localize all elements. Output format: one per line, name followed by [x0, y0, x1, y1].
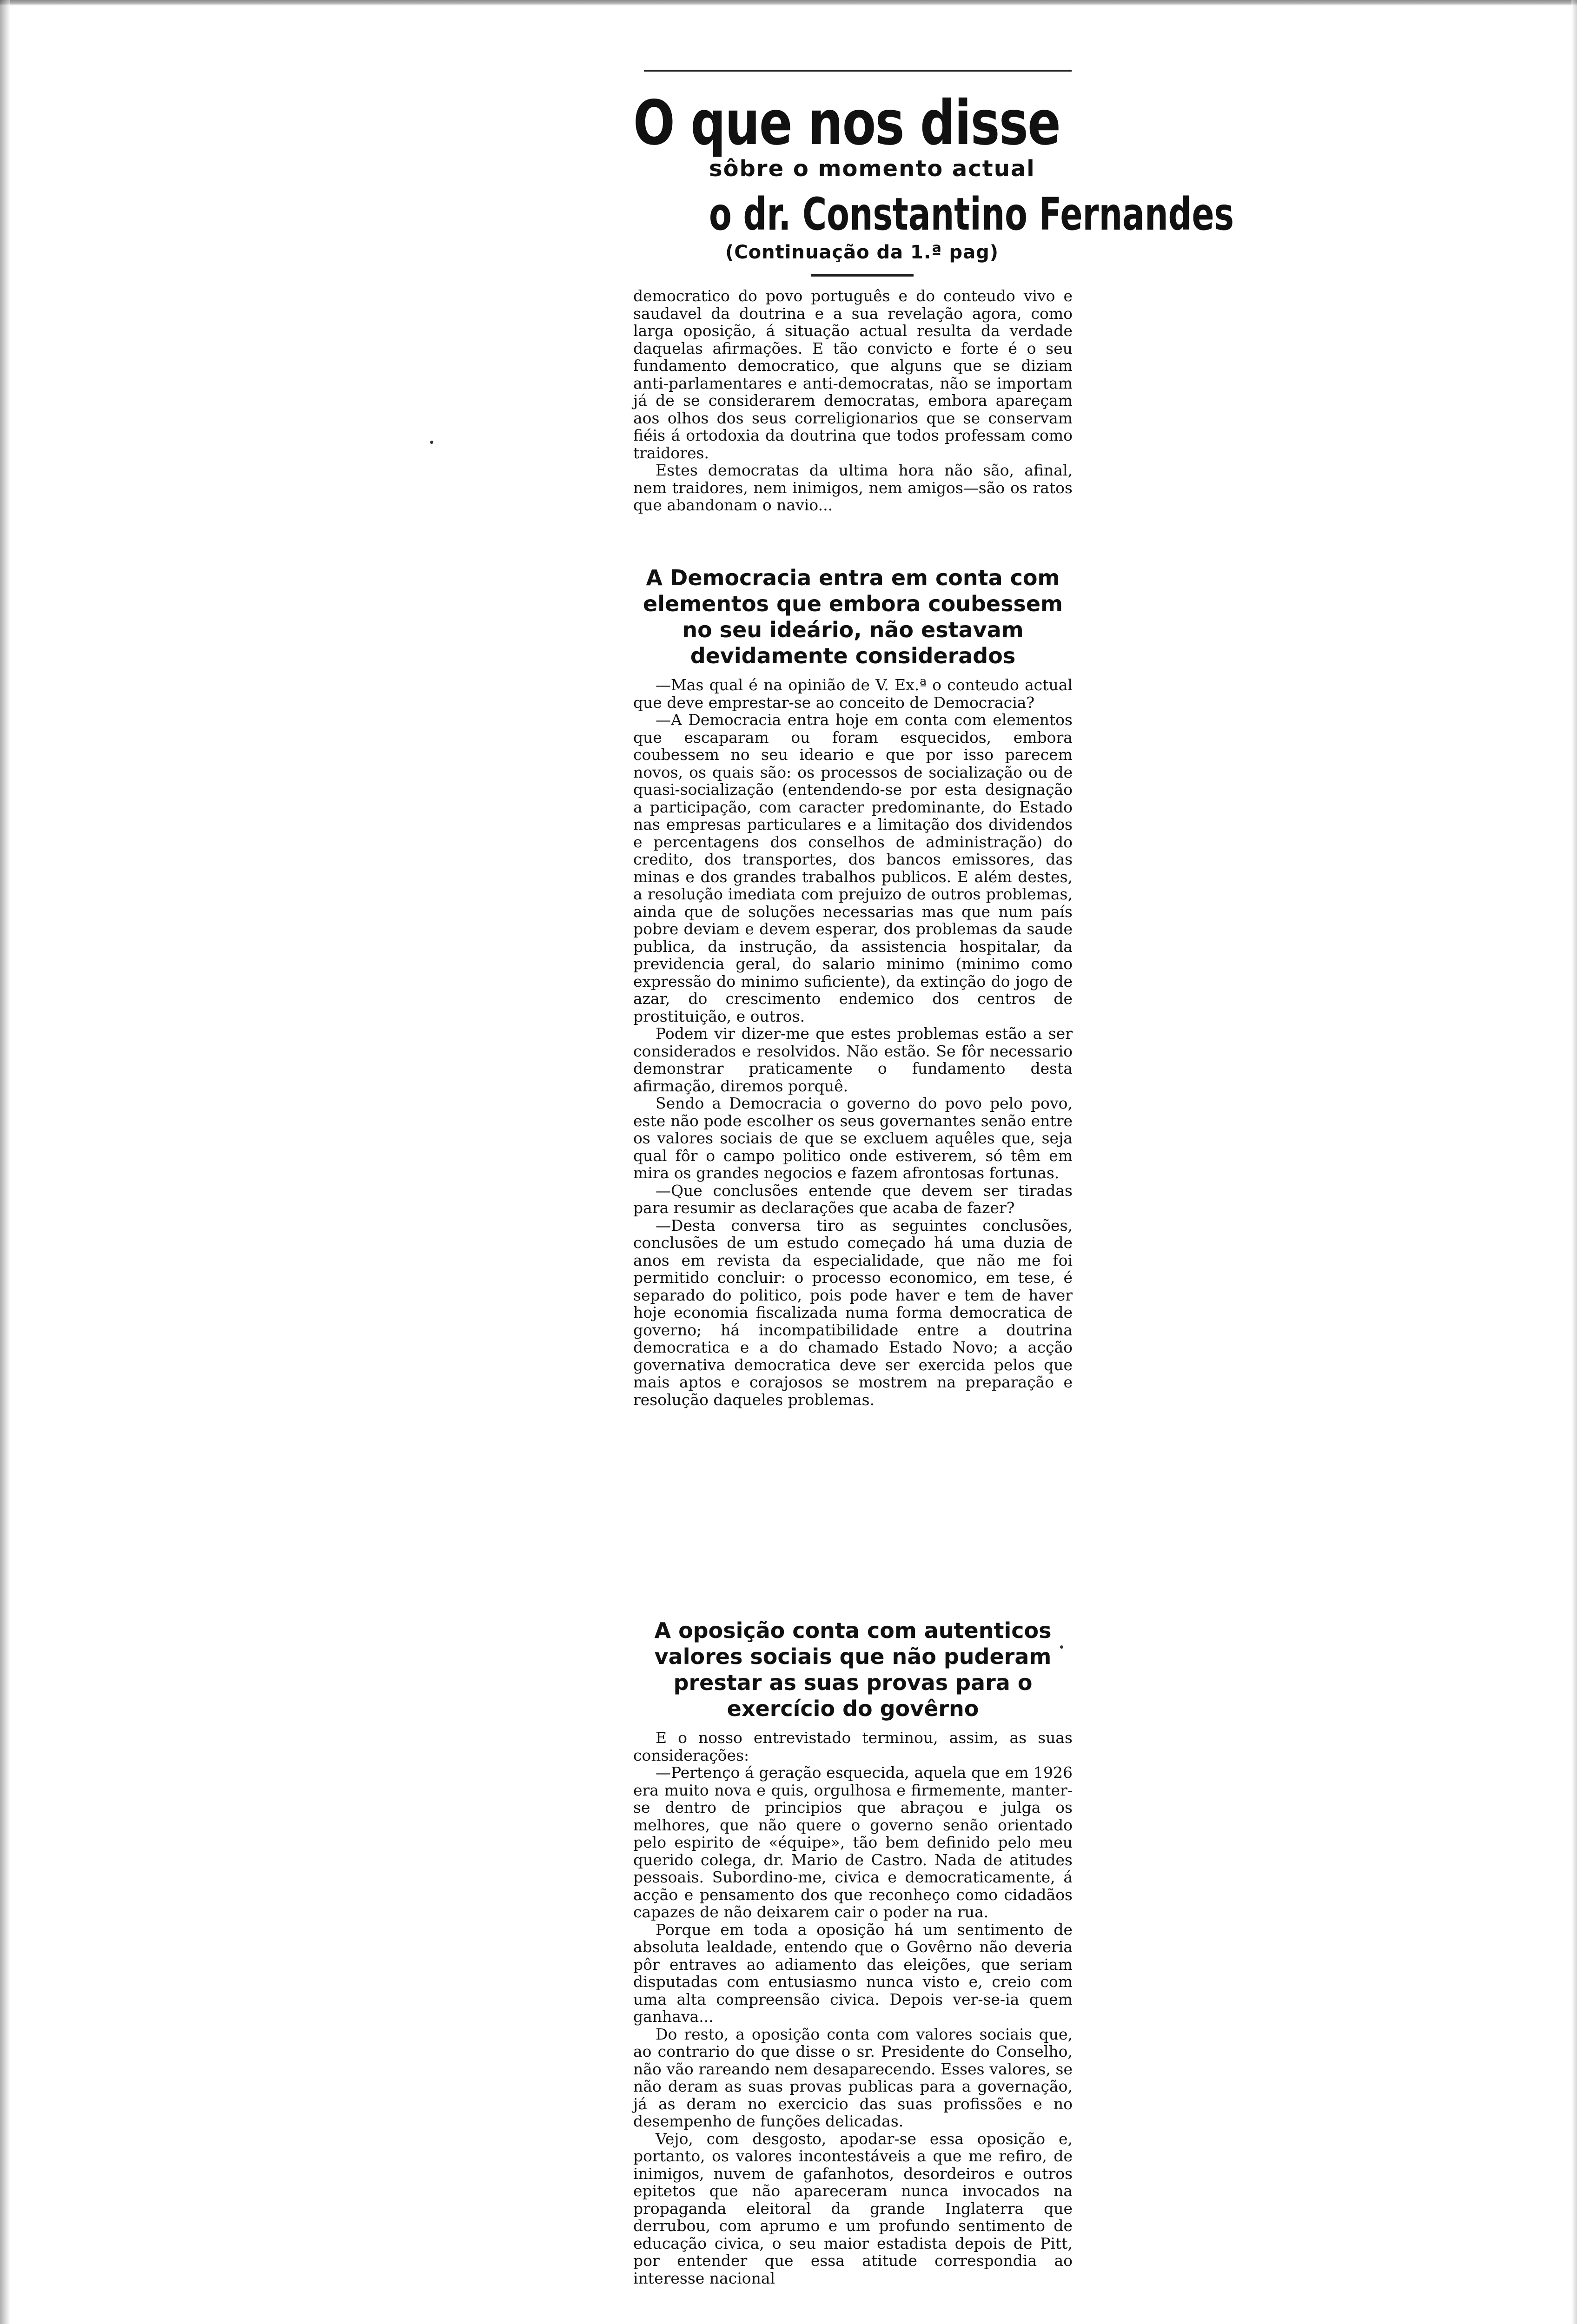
section-heading-democracia: A Democracia entra em conta com elementos que embora coubessem no seu ideário, não estavam devidamente considerados — [643, 565, 1063, 668]
paragraph: —A Democracia entra hoje em conta com elementos que escaparam ou foram esquecidos, embora coubessem no seu ideario e que por isso parecem novos, os quais são: os processos de socialização ou de quasi-socialização (entendendo-se por esta designação a participação, com caracter predominante, do Estado nas empresas particulares e a limitação dos dividendos e percentagens dos conselhos de administração) do credito, dos transportes, dos bancos emissores, das minas e dos grandes trabalhos publicos. E além destes, a resolução imediata com prejuizo de outros problemas, ainda que de soluções necessarias mas que num país pobre deviam e devem esperar, dos problemas da saude publica, da instrução, da assistencia hospitalar, da previdencia geral, do salario minimo (minimo como expressão do minimo suficiente), da extinção do jogo de azar, do crescimento endemico dos centros de prostituição, e outros. — [633, 711, 1073, 1025]
short-rule — [811, 274, 914, 277]
paragraph: Podem vir dizer-me que estes problemas estão a ser considerados e resolvidos. Não estão. Se fôr necessario demonstrar praticamente o fundamento desta afirmação, diremos porquê. — [633, 1024, 1073, 1095]
paragraph: —Que conclusões entende que devem ser tiradas para resumir as declarações que acaba de fazer? — [633, 1181, 1073, 1217]
print-speck — [430, 441, 433, 444]
paragraph: —Mas qual é na opinião de V. Ex.ª o conteudo actual que deve emprestar-se ao conceito de Democracia? — [633, 676, 1073, 712]
page-edge-top — [0, 0, 1577, 6]
paragraph: —Pertenço á geração esquecida, aquela que em 1926 era muito nova e quis, orgulhosa e firmemente, manter-se dentro de principios que abraçou e julga os melhores, que não quere o governo senão orientado pelo espirito de «équipe», tão bem definido pelo meu querido colega, dr. Mario de Castro. Nada de atitudes pessoais. Subordino-me, civica e democraticamente, á acção e pensamento dos que reconheço como cidadãos capazes de não deixarem cair o poder na rua. — [633, 1763, 1073, 1921]
page-edge-right — [1571, 0, 1577, 2324]
page-edge-left — [0, 0, 10, 2324]
top-rule — [644, 70, 1072, 72]
subheadline: sôbre o momento actual — [709, 156, 1035, 182]
section-1-text — [633, 676, 1073, 1408]
interviewee-name: o dr. Constantino Fernandes — [709, 188, 1234, 240]
paragraph: Porque em toda a oposição há um sentimento de absoluta lealdade, entendo que o Govêrno não deveria pôr entraves ao adiamento das eleições, que seriam disputadas com entusiasmo nunca visto e, creio com uma alta compreensão civica. Depois ver-se-ia quem ganhava... — [633, 1920, 1073, 2026]
section-2-text — [633, 1729, 1073, 2287]
paragraph: Vejo, com desgosto, apodar-se essa oposição e, portanto, os valores incontestáveis a que me refiro, de inimigos, nuvem de gafanhotos, desordeiros e outros epitetos que não apareceram nunca invocados na propaganda eleitoral da grande Inglaterra que derrubou, com aprumo e um profundo sentimento de educação civica, o seu maior estadista depois de Pitt, por entender que essa atitude correspondia ao interesse nacional — [633, 2129, 1073, 2287]
paragraph: Sendo a Democracia o governo do povo pelo povo, este não pode escolher os seus governantes senão entre os valores sociais de que se excluem aquêles que, seja qual fôr o campo politico onde estiverem, só têm em mira os grandes negocios e fazem afrontosas fortunas. — [633, 1094, 1073, 1182]
paragraph: E o nosso entrevistado terminou, assim, as suas considerações: — [633, 1729, 1073, 1764]
headline: O que nos disse — [633, 87, 1060, 159]
paragraph: Estes democratas da ultima hora não são, afinal, nem traidores, nem inimigos, nem amigos—são os ratos que abandonam o navio... — [633, 461, 1073, 514]
section-heading-oposicao: A oposição conta com autenticos valores sociais que não puderam prestar as suas provas para o exercício do govêrno — [654, 1618, 1052, 1721]
intro-text — [633, 287, 1073, 514]
paragraph: Do resto, a oposição conta com valores sociais que, ao contrario do que disse o sr. Presidente do Conselho, não vão rareando nem desaparecendo. Esses valores, se não deram as suas provas publicas para a governação, já as deram no exercicio das suas profissões e no desempenho de funções delicadas. — [633, 2025, 1073, 2130]
paragraph: democratico do povo português e do conteudo vivo e saudavel da doutrina e a sua revelação agora, como larga oposição, á situação actual resulta da verdade daquelas afirmações. E tão convicto e forte é o seu fundamento democratico, que alguns que se diziam anti-parlamentares e anti-democratas, não se importam já de se considerarem democratas, embora apareçam aos olhos dos seus correligionarios que se conservam fiéis á ortodoxia da doutrina que todos professam como traidores. — [633, 287, 1073, 462]
paragraph: —Desta conversa tiro as seguintes conclusões, conclusões de um estudo começado há uma duzia de anos em revista da especialidade, que não me foi permitido concluir: o processo economico, em tese, é separado do politico, pois pode haver e tem de haver hoje economia fiscalizada numa forma democratica de governo; há incompatibilidade entre a doutrina democratica e a do chamado Estado Novo; a acção governativa democratica deve ser exercida pelos que mais aptos e corajosos se mostrem na preparação e resolução daqueles problemas. — [633, 1216, 1073, 1409]
continuation-note: (Continuação da 1.ª pag) — [725, 242, 999, 263]
